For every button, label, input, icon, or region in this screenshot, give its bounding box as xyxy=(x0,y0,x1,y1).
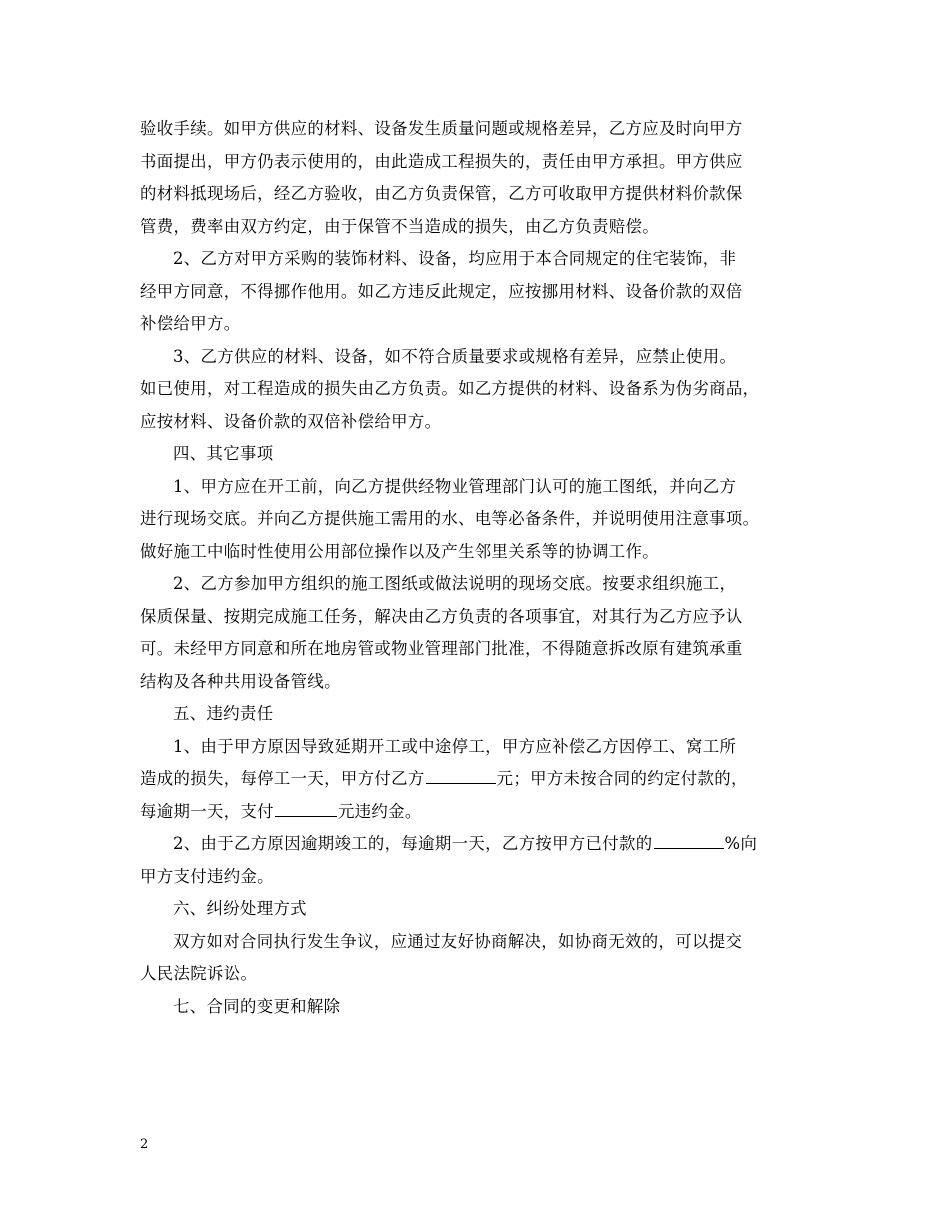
fill-in-blank xyxy=(275,801,337,817)
paragraph-line: 应按材料、设备价款的双倍补偿给甲方。 xyxy=(140,411,442,431)
line-text: 元违约金。 xyxy=(337,801,422,821)
line-text: 2、由于乙方原因逾期竣工的，每逾期一天，乙方按甲方已付款的 xyxy=(173,834,653,853)
paragraph-line: 做好施工中临时性使用公用部位操作以及产生邻里关系等的协调工作。 xyxy=(140,541,659,561)
paragraph-line xyxy=(140,799,816,832)
fill-in-blank xyxy=(426,768,496,784)
paragraph-line: 甲方支付违约金。 xyxy=(140,866,274,886)
paragraph-line: 补偿给甲方。 xyxy=(140,314,241,333)
paragraph-line: 可。未经甲方同意和所在地房管或物业管理部门批准，不得随意拆改原有建筑承重 xyxy=(140,639,743,658)
paragraph-line: 的材料抵现场后，经乙方验收，由乙方负责保管，乙方可收取甲方提供材料价款保 xyxy=(140,184,743,203)
line-text: 元；甲方未按合同的约定付款的， xyxy=(496,769,748,788)
document-body xyxy=(140,116,816,1026)
paragraph-line: 管费，费率由双方约定，由于保管不当造成的损失，由乙方负责赔偿。 xyxy=(140,216,659,236)
paragraph-line: 2、乙方对甲方采购的装饰材料、设备，均应用于本合同规定的住宅装饰，非 xyxy=(173,249,737,268)
paragraph-line xyxy=(140,766,816,799)
line-text: 造成的损失，每停工一天，甲方付乙方 xyxy=(140,769,425,788)
section-heading: 五、违约责任 xyxy=(173,704,274,723)
line-text: 每逾期一天，支付 xyxy=(140,801,274,821)
section-heading: 四、其它事项 xyxy=(173,444,274,463)
paragraph-line: 书面提出，甲方仍表示使用的，由此造成工程损失的，责任由甲方承担。甲方供应 xyxy=(140,151,743,171)
paragraph-line: 1、由于甲方原因导致延期开工或中途停工，甲方应补偿乙方因停工、窝工所 xyxy=(173,736,737,756)
paragraph-line: 2、乙方参加甲方组织的施工图纸或做法说明的现场交底。按要求组织施工， xyxy=(173,574,737,593)
paragraph-line: 3、乙方供应的材料、设备，如不符合质量要求或规格有差异，应禁止使用。 xyxy=(173,346,737,366)
paragraph-line xyxy=(140,831,816,864)
page-number: 2 xyxy=(140,1137,149,1152)
paragraph-line: 双方如对合同执行发生争议，应通过友好协商解决，如协商无效的，可以提交 xyxy=(173,931,743,951)
paragraph-line: 结构及各种共用设备管线。 xyxy=(140,671,341,691)
paragraph-line: 如已使用，对工程造成的损失由乙方负责。如乙方提供的材料、设备系为伪劣商品， xyxy=(140,379,760,398)
section-heading: 七、合同的变更和解除 xyxy=(173,996,341,1016)
line-text: %向 xyxy=(724,834,758,853)
paragraph-line: 人民法院诉讼。 xyxy=(140,964,258,983)
section-heading: 六、纠纷处理方式 xyxy=(173,899,307,918)
paragraph-line: 进行现场交底。并向乙方提供施工需用的水、电等必备条件，并说明使用注意事项。 xyxy=(140,509,760,528)
paragraph-line: 保质保量、按期完成施工任务，解决由乙方负责的各项事宜，对其行为乙方应予认 xyxy=(140,606,743,626)
paragraph-line: 验收手续。如甲方供应的材料、设备发生质量问题或规格差异，乙方应及时向甲方 xyxy=(140,119,743,138)
paragraph-line: 1、甲方应在开工前，向乙方提供经物业管理部门认可的施工图纸，并向乙方 xyxy=(173,476,737,496)
fill-in-blank xyxy=(654,833,724,849)
paragraph-line: 经甲方同意，不得挪作他用。如乙方违反此规定，应按挪用材料、设备价款的双倍 xyxy=(140,281,743,301)
